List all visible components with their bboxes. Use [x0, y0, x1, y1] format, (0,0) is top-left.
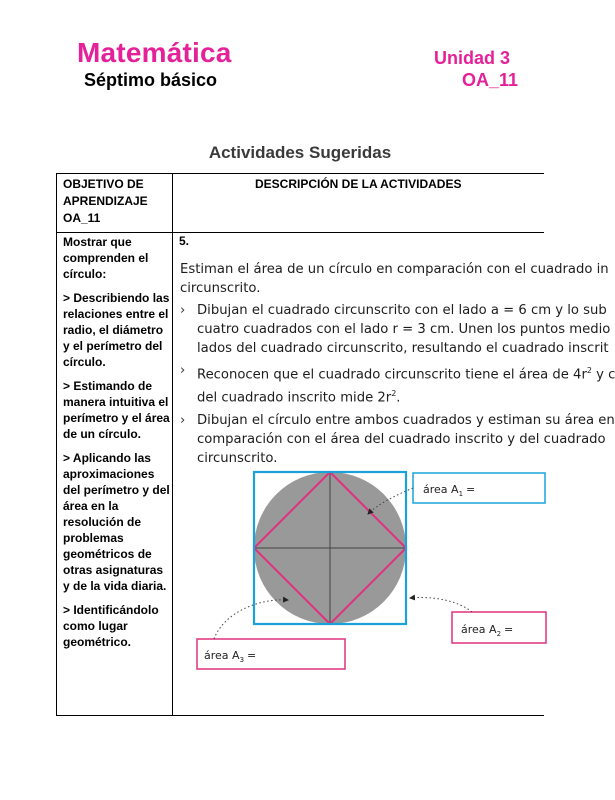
area-a2-label [461, 623, 513, 638]
text: Reconocen que el cuadrado circunscrito tiene el área de 4r [197, 367, 587, 383]
activity-bullet [180, 301, 611, 358]
area-a2-text: área A [461, 623, 497, 636]
area-a3-sub: 3 [239, 656, 245, 664]
area-a1-sub: 1 [458, 490, 464, 498]
bullet-line: circunscrito. [197, 450, 278, 466]
area-a1-text: área A [423, 483, 459, 496]
objective-header-line: OA_11 [63, 211, 101, 225]
objective-item: > Estimando de manera intuitiva el perímetro y el área de un círculo. [63, 379, 170, 441]
area-a3-text: área A [204, 649, 240, 662]
objective-header [63, 176, 171, 227]
objective-item: > Aplicando las aproximaciones del perímetro y del área en la resolución de problemas geométricos de otras asignaturas y de la vida diaria. [63, 451, 170, 593]
unit-label: Unidad 3 [434, 48, 511, 68]
activity-intro [180, 260, 609, 298]
superscript: 2 [391, 389, 397, 399]
geometry-figure [172, 462, 544, 692]
leader-line-a3 [214, 600, 288, 639]
area-a3-label [204, 649, 256, 664]
bullet-mark: › [180, 303, 186, 318]
section-title: Actividades Sugeridas [208, 143, 392, 162]
activity-bullet [180, 361, 615, 408]
objective-header-line: APRENDIZAJE [63, 194, 148, 208]
objective-item: > Describiendo las relaciones entre el radio, el diámetro y el perímetro del círculo. [63, 291, 170, 369]
objective-cell [63, 234, 171, 658]
bullet-line: Dibujan el cuadrado circunscrito con el lado a = 6 cm y lo sub [197, 303, 607, 318]
bullet-line: cuatro cuadrados con el lado r = 3 cm. Unen los puntos medio [197, 322, 611, 337]
bullet-line: comparación con el área del cuadrado inscrito y del cuadrado [197, 431, 606, 447]
objective-intro: Mostrar que comprenden el círculo: [63, 235, 149, 281]
bullet-line [197, 384, 545, 407]
bullet-line: lados del cuadrado circunscrito, resultando el cuadrado inscrit [197, 341, 609, 356]
area-a2-equals: = [504, 623, 514, 636]
oa-label: OA_11 [462, 70, 519, 90]
intro-line: circunscrito. [180, 281, 261, 296]
text: del cuadrado inscrito mide 2r [197, 390, 392, 406]
activity-number: 5. [179, 234, 190, 248]
description-header: DESCRIPCIÓN DE LA ACTIVIDADES [255, 177, 462, 191]
objective-header-line: OBJETIVO DE [63, 177, 144, 191]
area-a3-equals: = [247, 649, 257, 662]
area-a1-label [423, 483, 475, 498]
activity-bullet [180, 411, 615, 468]
text: . [396, 390, 401, 406]
area-a1-equals: = [466, 483, 476, 496]
bullet-mark: › [180, 412, 186, 428]
leader-line-a2 [410, 598, 472, 612]
subject-title: Matemática [77, 37, 232, 68]
grade-label: Séptimo básico [84, 70, 218, 90]
header-row-divider [57, 232, 544, 233]
activity-description [180, 260, 615, 466]
bullet-mark: › [180, 363, 186, 378]
area-a2-sub: 2 [496, 630, 502, 638]
figure-svg [172, 462, 544, 692]
bullet-line: Dibujan el círculo entre ambos cuadrados y estiman su área en [197, 412, 615, 428]
bullet-line [197, 361, 615, 384]
objective-item: > Identificándolo como lugar geométrico. [63, 603, 159, 649]
superscript: 2 [586, 366, 592, 375]
text: y c [591, 367, 615, 383]
intro-line: Estiman el área de un círculo en comparación con el cuadrado in [180, 262, 609, 277]
